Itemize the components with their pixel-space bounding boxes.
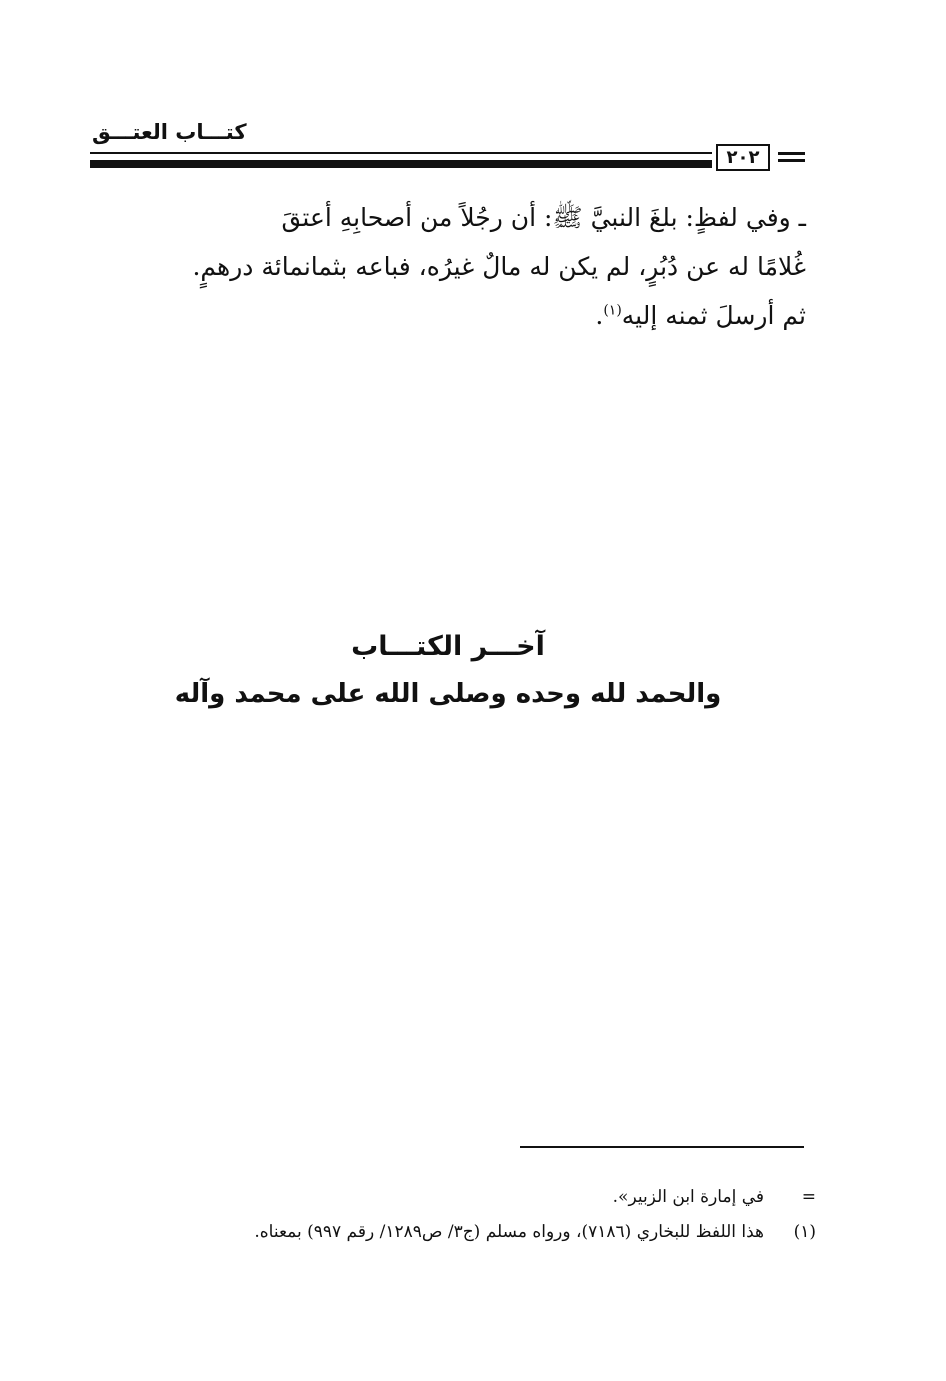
body-paragraph: [90, 193, 806, 340]
header-rule-thick: [90, 160, 712, 168]
footnote-text: هذا اللفظ للبخاري (٧١٨٦)، ورواه مسلم (ج٣/ ص١٢٨٩/ رقم ٩٩٧) بمعناه.: [254, 1222, 764, 1242]
page-number: ٢٠٢: [716, 144, 770, 171]
running-header-title: كتـــاب العتـــق: [92, 120, 247, 144]
closing-praise: والحمد لله وحده وصلى الله على محمد وآله: [174, 679, 722, 709]
body-line: ـ وفي لفظٍ: بلغَ النبيَّ ﷺ: أن رجُلاً من أصحابِهِ أعتقَ: [281, 203, 806, 232]
footnote-number: (١): [793, 1222, 816, 1242]
footnote-separator: [520, 1146, 804, 1148]
footnote-continuation: [100, 1184, 816, 1210]
header-rule-thin: [90, 152, 712, 154]
page-number-ornament-bar: [778, 159, 805, 162]
body-line-last: [90, 291, 806, 340]
body-line: غُلامًا له عن دُبُرٍ، لم يكن له مالٌ غيرُه، فباعه بثمانمائة درهمٍ.: [192, 252, 806, 281]
continuation-mark: =: [801, 1187, 816, 1207]
footnote-marker: (١): [603, 302, 622, 319]
footnote-1: [100, 1219, 816, 1245]
continuation-text: في إمارة ابن الزبير».: [612, 1187, 764, 1207]
end-of-book-title: آخـــر الكتـــاب: [351, 631, 545, 662]
end-punctuation: .: [595, 301, 604, 330]
page-number-ornament-bar: [778, 152, 805, 155]
body-line-text: ثم أرسلَ ثمنه إليه: [621, 301, 806, 330]
